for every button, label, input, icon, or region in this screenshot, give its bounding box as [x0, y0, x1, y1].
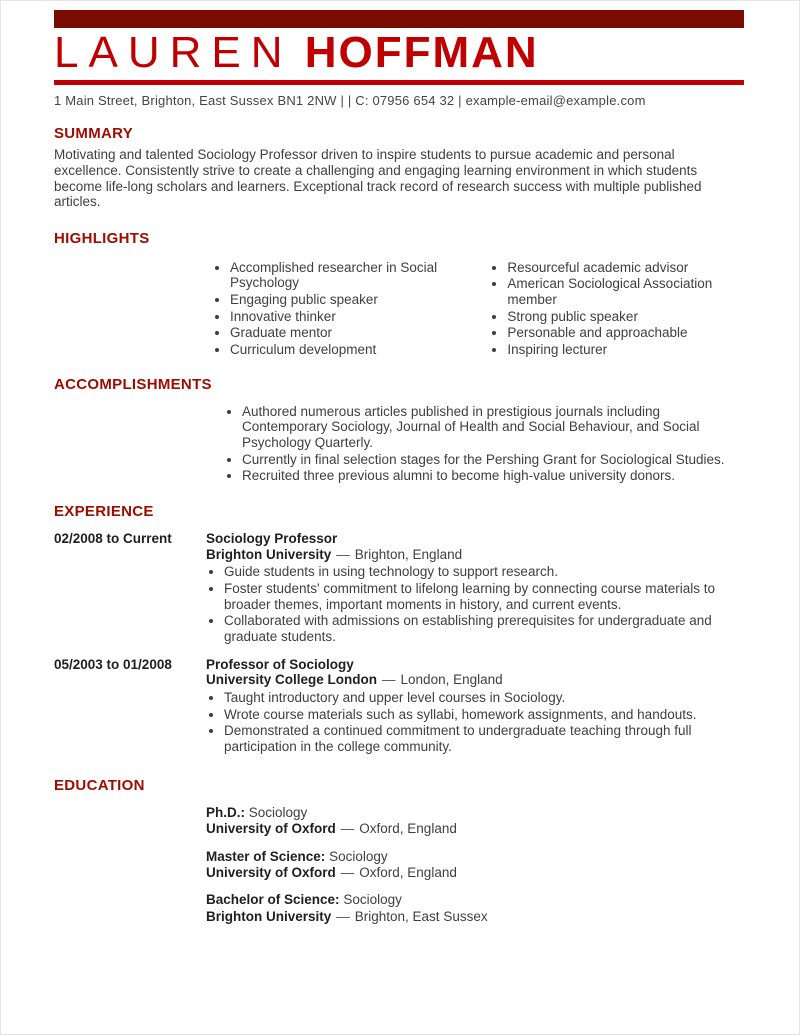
list-item: • Recruited three previous alumni to become high-value university donors. — [242, 468, 744, 484]
dash-separator: — — [336, 546, 350, 562]
section-highlights — [54, 230, 744, 359]
list-item: • Innovative thinker — [230, 309, 471, 325]
dash-separator: — — [340, 864, 355, 880]
school-line — [206, 821, 744, 837]
list-item: • Accomplished researcher in Social Psychology — [230, 260, 471, 291]
list-item: • Wrote course materials such as syllabi, homework assignments, and handouts. — [224, 707, 729, 723]
job-employer-line — [206, 547, 744, 563]
job-bullets — [206, 690, 729, 755]
employer-name: University College London — [206, 672, 378, 688]
job-location: Brighton, England — [354, 546, 463, 562]
job-body — [206, 531, 744, 646]
job-location: London, England — [400, 672, 503, 688]
job-dates: 02/2008 to Current — [54, 531, 172, 547]
dash-separator: — — [382, 672, 396, 688]
list-item: • Strong public speaker — [507, 309, 744, 325]
dash-separator: — — [340, 821, 355, 837]
job-dates: 05/2003 to 01/2008 — [54, 656, 172, 672]
accomplishments-list — [224, 404, 744, 484]
employer-name: Brighton University — [206, 546, 332, 562]
school-name: University of Oxford — [206, 864, 336, 880]
last-name: HOFFMAN — [304, 28, 539, 77]
job-body — [206, 657, 744, 756]
highlights-right-list — [489, 260, 744, 359]
accomplishments-heading: ACCOMPLISHMENTS — [54, 375, 212, 393]
degree-line — [206, 892, 744, 908]
school-name: University of Oxford — [206, 821, 336, 837]
job-title: Professor of Sociology — [206, 656, 354, 672]
degree-title: Bachelor of Science: — [206, 892, 340, 908]
degree-line — [206, 805, 744, 821]
list-item: • Foster students' commitment to lifelong learning by connecting course materials to broader themes, important moments in history, and current events. — [224, 581, 729, 612]
school-location: Oxford, England — [359, 864, 457, 880]
summary-text: Motivating and talented Sociology Professor driven to inspire students to pursue academic and personal excellence. Consistently strive to create a challenging and engaging learning environment in which students become life-long scholars and learners. Exceptional track record of research success with multiple published articles. — [54, 147, 702, 210]
degree-field: Sociology — [248, 804, 308, 820]
school-location: Oxford, England — [359, 821, 457, 837]
degree-entry — [206, 805, 744, 838]
first-name: LAUREN — [54, 28, 293, 77]
contact-line: 1 Main Street, Brighton, East Sussex BN1 2NW | | C: 07956 654 32 | example-email@example.com — [54, 93, 646, 109]
list-item: • Engaging public speaker — [230, 292, 471, 308]
school-name: Brighton University — [206, 908, 332, 924]
job-entry — [54, 657, 744, 756]
school-line — [206, 865, 744, 881]
section-experience — [54, 503, 744, 756]
list-item: • Demonstrated a continued commitment to undergraduate teaching through full participation in the college community. — [224, 723, 729, 754]
list-item: • Resourceful academic advisor — [507, 260, 744, 276]
list-item: • Authored numerous articles published in prestigious journals including Contemporary Sociology, Journal of Health and Social Behaviour, and Social Psychology Quarterly. — [242, 404, 744, 451]
list-item: • Curriculum development — [230, 342, 471, 358]
list-item: • Guide students in using technology to support research. — [224, 564, 729, 580]
degree-title: Master of Science: — [206, 848, 326, 864]
list-item: • Taught introductory and upper level courses in Sociology. — [224, 690, 729, 706]
job-entry — [54, 531, 744, 646]
list-item: • Collaborated with admissions on establishing prerequisites for undergraduate and graduate students. — [224, 613, 729, 644]
job-employer-line — [206, 672, 744, 688]
highlights-columns — [212, 260, 744, 359]
list-item: • Graduate mentor — [230, 325, 471, 341]
section-accomplishments — [54, 376, 744, 484]
degree-field: Sociology — [343, 892, 402, 908]
list-item: • Personable and approachable — [507, 325, 744, 341]
school-location: Brighton, East Sussex — [354, 908, 488, 924]
dash-separator: — — [336, 908, 350, 924]
section-summary — [54, 125, 744, 210]
degree-field: Sociology — [329, 848, 388, 864]
highlights-left-list — [212, 260, 471, 359]
header-bar — [54, 10, 744, 28]
job-bullets — [206, 564, 729, 644]
list-item: • Currently in final selection stages for the Pershing Grant for Sociological Studies. — [242, 452, 744, 468]
list-item: • American Sociological Association member — [507, 276, 744, 307]
education-heading: EDUCATION — [54, 776, 145, 794]
summary-heading: SUMMARY — [54, 125, 134, 143]
school-line — [206, 909, 744, 925]
section-education — [54, 777, 744, 926]
degree-title: Ph.D.: — [206, 804, 245, 820]
page-title — [54, 30, 744, 76]
experience-heading: EXPERIENCE — [54, 503, 154, 521]
job-title: Sociology Professor — [206, 531, 338, 547]
highlights-heading: HIGHLIGHTS — [54, 229, 150, 247]
degree-line — [206, 849, 744, 865]
degree-entry — [206, 892, 744, 925]
header-rule — [54, 80, 744, 85]
degree-entry — [206, 849, 744, 882]
list-item: • Inspiring lecturer — [507, 342, 744, 358]
